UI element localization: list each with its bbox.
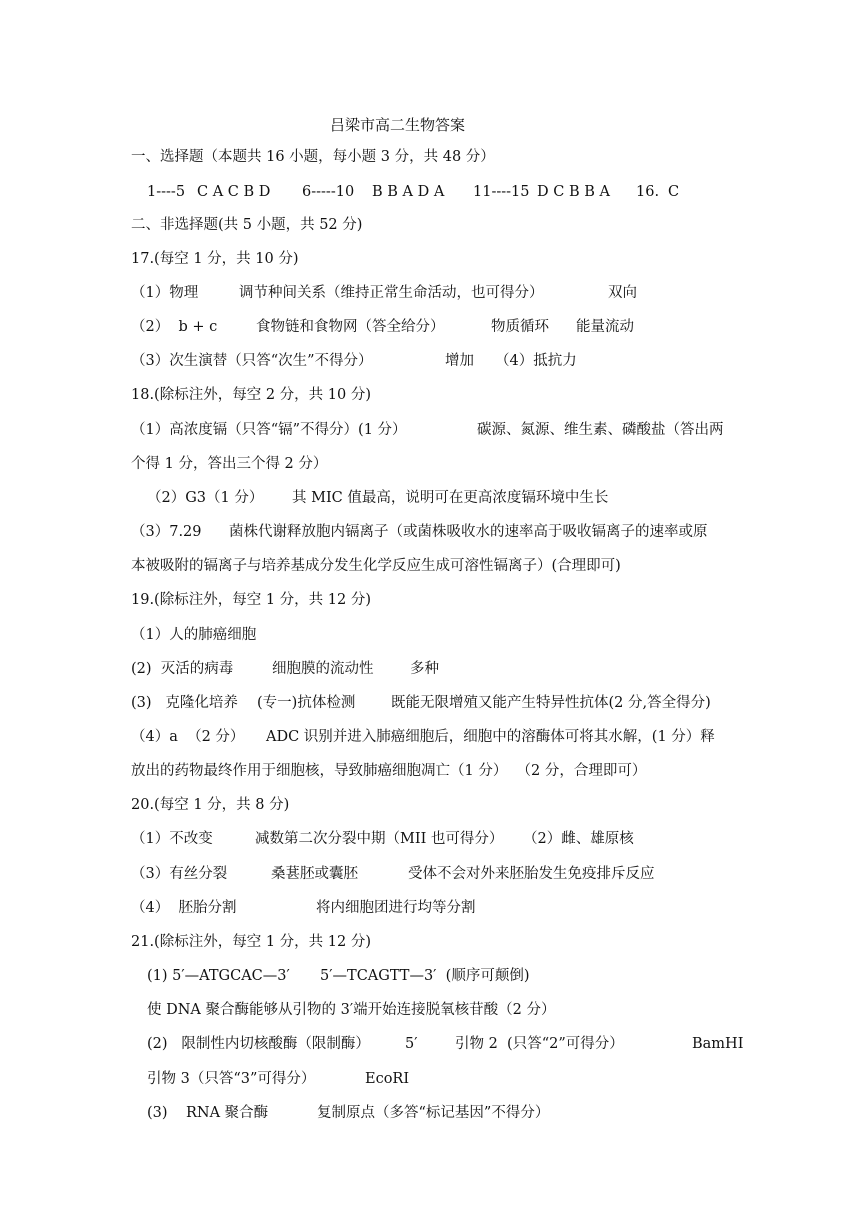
- q17-line1-c: 双向: [608, 285, 637, 301]
- q18-line5: 本被吸附的镉离子与培养基成分发生化学反应生成可溶性镉离子）(合理即可): [131, 558, 621, 574]
- q18-line1-b: 碳源、氮源、维生素、磷酸盐（答出两: [477, 422, 724, 438]
- q19-line2-b: 细胞膜的流动性: [272, 661, 374, 677]
- q17-heading: 17.(每空 1 分，共 10 分): [131, 251, 299, 267]
- q17-line3-b: 增加: [445, 353, 474, 369]
- q21-line2: 使 DNA 聚合酶能够从引物的 3′端开始连接脱氧核苷酸（2 分）: [147, 1002, 556, 1018]
- section1-heading: 一、选择题（本题共 16 小题，每小题 3 分，共 48 分）: [131, 149, 495, 165]
- q20-heading: 20.(每空 1 分，共 8 分): [131, 797, 290, 813]
- q21-line1-b: 5′—TCAGTT—3′ (顺序可颠倒): [320, 968, 530, 984]
- q20-line2-c: 受体不会对外来胚胎发生免疫排斥反应: [408, 866, 655, 882]
- q17-line2-a: （2） b + c: [131, 319, 218, 335]
- answer-range-3: 11----15: [473, 184, 530, 200]
- answer-range-2: 6-----10: [302, 184, 355, 200]
- answer-letters-2: B B A D A: [372, 184, 445, 200]
- q21-line4-b: EcoRI: [365, 1071, 410, 1087]
- section2-heading: 二、非选择题(共 5 小题，共 52 分): [131, 217, 363, 233]
- q17-line2-b: 食物链和食物网（答全给分）: [256, 319, 445, 335]
- q18-line4-a: （3）7.29: [131, 524, 202, 540]
- q20-line2-b: 桑葚胚或囊胚: [271, 866, 358, 882]
- q17-line2-d: 能量流动: [576, 319, 634, 335]
- q18-line2: 个得 1 分，答出三个得 2 分）: [131, 456, 328, 472]
- q20-line3-a: （4） 胚胎分割: [131, 900, 237, 916]
- q18-heading: 18.(除标注外，每空 2 分，共 10 分): [131, 387, 371, 403]
- q18-line3-b: 其 MIC 值最高，说明可在更高浓度镉环境中生长: [292, 490, 609, 506]
- q19-line3-c: 既能无限增殖又能产生特异性抗体(2 分,答全得分): [391, 695, 711, 711]
- q21-line3-c: 引物 2 (只答“2”可得分）: [455, 1036, 624, 1052]
- q19-line4-b: ADC 识别并进入肺癌细胞后，细胞中的溶酶体可将其水解，(1 分）释: [266, 729, 715, 745]
- q17-line1-b: 调节种间关系（维持正常生命活动，也可得分）: [239, 285, 544, 301]
- q20-line1-b: 减数第二次分裂中期（MII 也可得分）: [255, 831, 504, 847]
- q21-line3-d: BamHI: [692, 1036, 744, 1052]
- q20-line2-a: （3）有丝分裂: [131, 866, 228, 882]
- answer-range-4: 16.: [636, 184, 660, 200]
- q18-line1-a: （1）高浓度镉（只答“镉”不得分）(1 分）: [131, 422, 407, 438]
- q21-heading: 21.(除标注外，每空 1 分，共 12 分): [131, 934, 371, 950]
- q19-line2-a: (2) 灭活的病毒: [131, 661, 234, 677]
- q17-line3-a: （3）次生演替（只答“次生”不得分）: [131, 353, 373, 369]
- q19-line1: （1）人的肺癌细胞: [131, 627, 257, 643]
- answer-letters-3: D C B B A: [537, 184, 610, 200]
- q19-line3-b: (专一)抗体检测: [257, 695, 356, 711]
- q20-line1-c: （2）雌、雄原核: [523, 831, 634, 847]
- page-title: 吕梁市高二生物答案: [330, 116, 466, 134]
- q17-line2-c: 物质循环: [491, 319, 549, 335]
- q21-line1-a: (1) 5′—ATGCAC—3′: [147, 968, 290, 984]
- answer-letters-4: C: [668, 184, 680, 200]
- q20-line1-a: （1）不改变: [131, 831, 213, 847]
- q21-line5-a: (3) RNA 聚合酶: [147, 1105, 269, 1121]
- q18-line3-a: （2）G3（1 分）: [147, 490, 264, 506]
- q17-line3-c: （4）抵抗力: [495, 353, 577, 369]
- q21-line3-a: (2) 限制性内切核酸酶（限制酶）: [147, 1036, 370, 1052]
- answer-range-1: 1----5: [147, 184, 186, 200]
- q19-line3-a: (3) 克隆化培养: [131, 695, 238, 711]
- q19-heading: 19.(除标注外，每空 1 分，共 12 分): [131, 592, 371, 608]
- q17-line1-a: （1）物理: [131, 285, 199, 301]
- q19-line2-c: 多种: [410, 661, 439, 677]
- q19-line5: 放出的药物最终作用于细胞核，导致肺癌细胞凋亡（1 分） （2 分，合理即可）: [131, 763, 647, 779]
- q20-line3-b: 将内细胞团进行均等分割: [316, 900, 476, 916]
- answer-letters-1: C A C B D: [197, 184, 271, 200]
- q21-line5-b: 复制原点（多答“标记基因”不得分）: [317, 1105, 550, 1121]
- q21-line4-a: 引物 3（只答“3”可得分）: [147, 1071, 316, 1087]
- q21-line3-b: 5′: [405, 1036, 418, 1052]
- q19-line4-a: （4）a （2 分）: [131, 729, 245, 745]
- q18-line4-b: 菌株代谢释放胞内镉离子（或菌株吸收水的速率高于吸收镉离子的速率或原: [229, 524, 708, 540]
